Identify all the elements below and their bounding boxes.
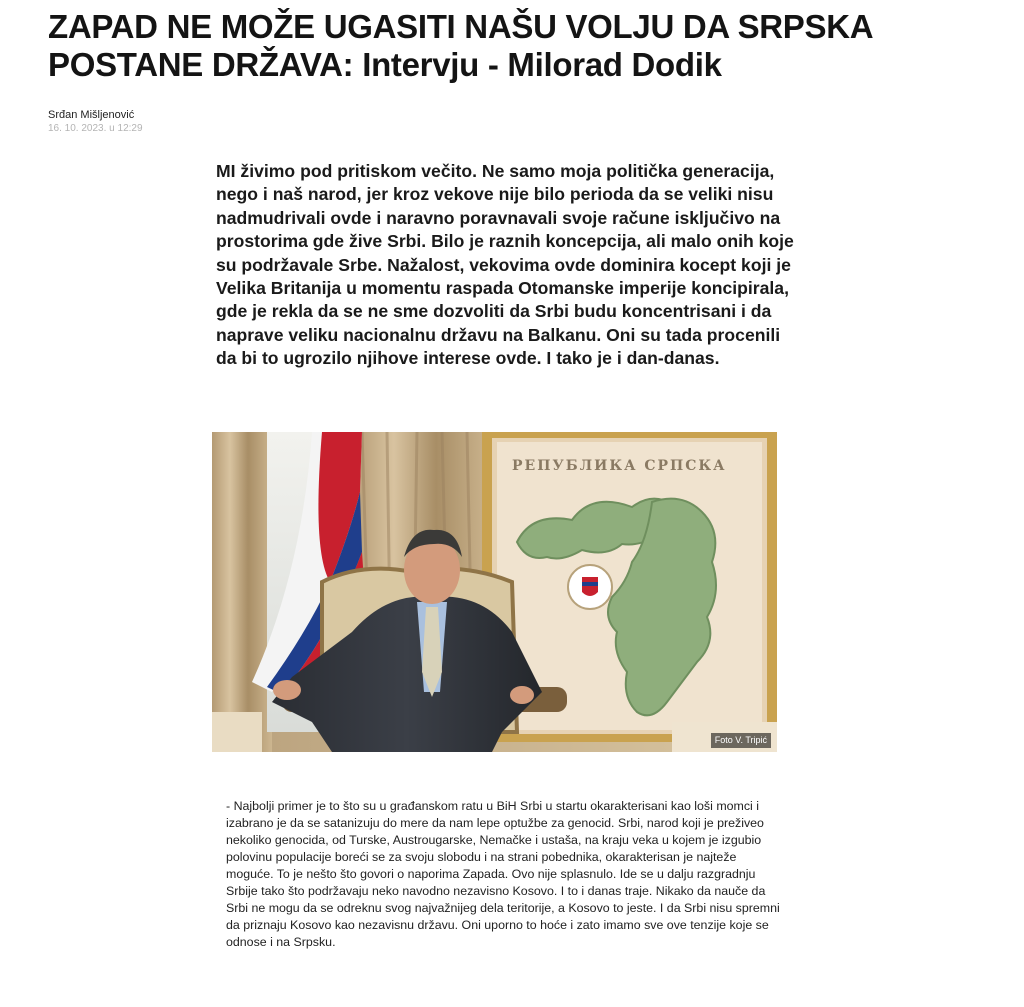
map-label: РЕПУБЛИКА СРПСКА: [512, 458, 727, 474]
publish-date: 16. 10. 2023. u 12:29: [48, 123, 143, 134]
photo-credit: Foto V. Tripić: [711, 733, 771, 748]
article-photo: [212, 432, 777, 752]
article-headline: ZAPAD NE MOŽE UGASITI NAŠU VOLJU DA SRPSKA POSTANE DRŽAVA: Intervju - Milorad Dodik: [48, 8, 873, 83]
byline: [48, 109, 143, 135]
side-table-left: [212, 712, 262, 752]
photo-illustration: [212, 432, 777, 752]
curtain-left: [212, 432, 272, 752]
author-name[interactable]: Srđan Mišljenović: [48, 109, 135, 121]
article-body: - Najbolji primer je to što su u građanskom ratu u BiH Srbi u startu okarakterisani kao loši momci i izabrano je da se satanizuju do mere da nam lepe optužbe za genocid. Srbi, narod koji je preživeo nekoliko genocida, od Turske, Austrougarske, Nemačke i ustaša, na kraju veka u kojem je izgubio polovinu populacije boreći se za svoju slobodu i na strani pobednika, okarakterisan je najteže moguće. To je nešto što govori o naporima Zapada. Ovo nije splasnulo. Ide se u dalju razgradnju Srbije tako što podržavaju neko navodno nezavisno Kosovo. I to i danas traje. Nikako da nauče da Srbi ne mogu da se odreknu svog najvažnijeg dela teritorije, a Kosovo to jeste. I da Srbi nisu spremni da priznaju Kosovo kao nezavisnu državu. Oni uporno to hoće i zato imamo sve ove tenzije koje se odnose i na Srpsku.: [226, 799, 780, 949]
article-lead: MI živimo pod pritiskom večito. Ne samo moja politička generacija, nego i naš narod, jer kroz vekove nije bilo perioda da se veliki nisu nadmudrivali ovde i naravno poravnavali svoje račune isključivo na prostorima gde žive Srbi. Bilo je raznih koncepcija, ali malo onih koje su podržavale Srbe. Nažalost, vekovima ovde dominira kocept koji je Velika Britanija u momentu raspada Otomanske imperije koncipirala, gde je rekla da se ne sme dozvoliti da Srbi budu koncentrisani i da naprave veliku nacionalnu državu na Balkanu. Oni su tada procenili da bi to ugrozilo njihove interese ovde. I tako je i dan-danas.: [216, 161, 794, 369]
